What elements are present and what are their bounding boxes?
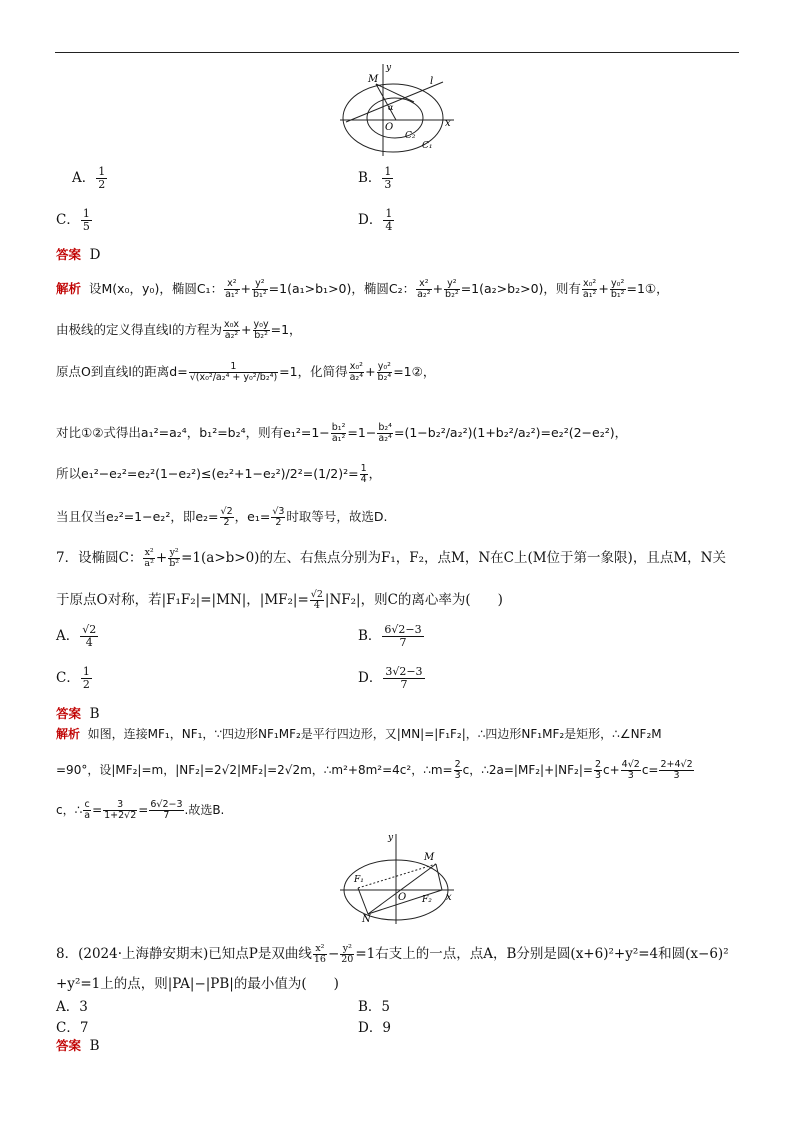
frac-den: a₂² — [224, 330, 239, 341]
frac-num: √2 — [220, 506, 233, 517]
q7-sol-line-3 — [56, 800, 224, 821]
frac-num: x² — [313, 944, 327, 955]
q6-option-d — [358, 208, 395, 233]
frac — [271, 507, 285, 528]
q7-option-a — [56, 624, 99, 649]
q7-option-c — [56, 666, 93, 691]
frac-den: 3 — [673, 770, 680, 781]
text: ²= — [297, 466, 314, 481]
frac-den: 2 — [223, 517, 230, 528]
q7-sol-line-2 — [56, 760, 695, 781]
frac-den: b² — [169, 558, 180, 569]
segment-f1n — [358, 888, 368, 914]
frac — [594, 760, 602, 781]
q6-sol-line-6 — [56, 507, 388, 528]
option-fraction — [80, 624, 98, 649]
frac — [189, 362, 278, 383]
frac-num: 4√2 — [621, 759, 640, 770]
frac-num: x₀² — [583, 278, 597, 289]
frac — [220, 507, 234, 528]
frac — [610, 279, 626, 300]
frac — [331, 423, 347, 444]
text: c，∴2a=|MF₂|+|NF₂|= — [462, 763, 593, 777]
q8-option-c — [56, 1016, 88, 1036]
label-f2: F₂ — [422, 895, 432, 905]
frac-den: 16 — [313, 954, 326, 965]
option-letter: A． — [56, 999, 80, 1015]
text: =1， — [270, 322, 302, 337]
frac-den: 2 — [275, 517, 282, 528]
frac-den: 4 — [85, 636, 93, 649]
segment-f1m — [358, 864, 436, 888]
frac-num: y² — [169, 547, 179, 558]
frac-num: y² — [340, 944, 354, 955]
frac-num: x₀² — [349, 361, 363, 372]
frac-den: 7 — [400, 678, 408, 691]
frac — [659, 760, 693, 781]
frac — [103, 800, 137, 821]
q6-sol-line-4 — [56, 423, 627, 444]
q6-sol-line-1: 解析 设M(x₀，y₀)，椭圆C₁： $\frac{\text{x²}}{\text{a₁²}}$ + $\frac{\text{y²}}{\text{b₁²}}$ =1(a₁>b₁>0)，椭圆C₂： $\frac{\text{x²}}{\text{a₂²}}$ + $\frac{\text{y²}}{\text{b₂²}}$ =1(a₂>b₂>0)，则有 $\frac{\text{x₀²}}{\text{a₁²}}$ + $\frac{\text{y₀²}}{\text{b₁²}}$ =1①， — [56, 278, 669, 300]
frac — [223, 320, 240, 341]
text: =1(a₂>b₂>0)，则有 — [460, 281, 581, 296]
option-letter: A． — [72, 170, 96, 186]
frac-num: 6√2−3 — [150, 799, 183, 810]
frac-num: 1 — [82, 665, 90, 678]
frac-num: 1 — [189, 362, 278, 373]
frac-num: 1 — [385, 207, 393, 220]
text: =90°，设|MF₂|=m，|NF₂|=2√2|MF₂|=2√2m，∴m²+8m²=4c²，∴m= — [56, 763, 453, 777]
label-l: l — [430, 76, 434, 87]
text: =1− — [347, 425, 377, 440]
segment-mf2 — [436, 864, 442, 890]
frac — [360, 464, 368, 485]
frac-num: 2+4√2 — [660, 759, 693, 770]
frac-den: 3 — [594, 770, 602, 781]
line-l — [346, 82, 443, 122]
frac — [224, 279, 239, 300]
frac-den: 5 — [82, 220, 90, 233]
frac — [349, 362, 364, 383]
frac-num: 1 — [360, 463, 367, 474]
frac — [252, 279, 268, 300]
text: 所以e₁²−e₂²=e₂²(1−e₂²)≤ — [56, 466, 212, 481]
text: 8．(2024·上海静安期末)已知点P是双曲线 — [56, 946, 312, 962]
q7-option-d — [358, 666, 426, 691]
q8-option-a — [56, 995, 88, 1015]
frac — [377, 362, 393, 383]
frac — [310, 590, 324, 611]
text: c+ — [603, 763, 620, 777]
segment-mn — [368, 864, 436, 914]
frac-den: 20 — [341, 954, 354, 965]
q8-stem-line-1: 8．(2024·上海静安期末)已知点P是双曲线 $\frac{\text{x²}}{16}$ − $\frac{\text{y²}}{20}$ =1右支上的一点，点A，B分别是圆(x+6)²+y²=4和圆(x−6)² — [56, 943, 729, 965]
text: 原点O到直线l的距离d= — [56, 364, 188, 379]
frac — [416, 279, 431, 300]
frac-num: y² — [252, 279, 268, 290]
option-fraction — [81, 666, 92, 691]
option-fraction — [81, 208, 92, 233]
frac-den: √(x₀²/a₂⁴ + y₀²/b₂⁴) — [189, 372, 278, 383]
text: 7．设椭圆C： — [56, 550, 143, 566]
frac-num: x² — [416, 279, 431, 290]
option-fraction — [96, 166, 107, 191]
text: =1(a₁>b₁>0)，椭圆C₂： — [268, 281, 416, 296]
frac-den: 2 — [82, 678, 90, 691]
option-fraction — [383, 666, 424, 691]
text: 当且仅当e₂²=1−e₂²，即e₂= — [56, 509, 219, 524]
q6-sol-line-5 — [56, 464, 381, 485]
frac-den: a² — [144, 558, 154, 569]
frac-den: 4 — [385, 220, 393, 233]
text: 设M(x₀，y₀)，椭圆C₁： — [88, 281, 224, 296]
option-letter: B． — [358, 999, 382, 1015]
frac-num: y₀² — [377, 361, 391, 372]
frac-den: a₂⁴ — [378, 433, 392, 444]
text: =1，化简得 — [279, 364, 348, 379]
frac-num: 3√2−3 — [385, 665, 423, 678]
label-c1: C₁ — [422, 141, 433, 151]
answer-label: 答案 — [56, 706, 82, 721]
frac-num: √3 — [272, 506, 285, 517]
text: 对比①②式得出a₁²=a₂⁴，b₁²=b₂⁴，则有e₁²=1− — [56, 425, 330, 440]
text: = — [138, 803, 149, 817]
text: |NF₂|，则C的离心率为( ) — [324, 592, 503, 608]
frac-num: 2 — [454, 759, 461, 770]
text: =1①， — [626, 281, 669, 296]
option-fraction — [382, 166, 393, 191]
frac — [143, 548, 154, 569]
frac-den: 3 — [384, 178, 392, 191]
q6-sol-line-2: 由极线的定义得直线l的方程为 $\frac{\text{x₀x}}{\text{a₂²}}$ + $\frac{\text{y₀y}}{\text{b₂²}}$ =1， — [56, 319, 302, 341]
frac-den: a₁² — [225, 289, 239, 300]
text: =e₂²(2−e₂²)， — [540, 425, 628, 440]
text: 由极线的定义得直线l的方程为 — [56, 322, 222, 337]
q7-answer — [56, 706, 100, 722]
label-alpha: α — [388, 103, 394, 112]
frac-num: √2 — [310, 589, 323, 600]
answer-label: 答案 — [56, 247, 82, 262]
text: 时取等号，故选D. — [286, 509, 388, 524]
frac — [582, 279, 597, 300]
option-fraction — [383, 208, 394, 233]
frac-num: b₁² — [331, 422, 346, 433]
frac-den: a — [84, 810, 91, 821]
text: +y²=1上的点，则|PA|−|PB|的最小值为( ) — [56, 976, 339, 992]
label-f1: F₁ — [354, 875, 364, 885]
q6-option-c — [56, 208, 93, 233]
option-value: 7 — [79, 1020, 89, 1036]
q8-option-d — [358, 1016, 391, 1036]
frac-den: 4 — [360, 474, 367, 485]
frac-num: 1 — [98, 165, 106, 178]
ellipse-figure-2 — [338, 828, 458, 926]
frac — [168, 548, 180, 569]
frac-num: √2 — [82, 623, 97, 636]
frac-den: b₂² — [445, 289, 459, 300]
text: (1/2) — [313, 466, 344, 481]
frac-num: 6√2−3 — [384, 623, 422, 636]
frac — [340, 944, 354, 965]
frac-num: y₀y — [253, 319, 269, 330]
text: 于原点O对称，若|F₁F₂|=|MN|，|MF₂|= — [56, 592, 309, 608]
option-letter: D． — [358, 1020, 383, 1036]
frac-den: 1+2√2 — [104, 810, 137, 821]
header-rule — [55, 52, 739, 53]
label-y: y — [388, 833, 394, 843]
text: =1②， — [393, 364, 436, 379]
text: ， — [368, 466, 382, 481]
text: ²= — [343, 466, 359, 481]
frac — [444, 279, 460, 300]
q8-stem-line-2 — [56, 976, 339, 992]
option-letter: B． — [358, 628, 382, 644]
label-m: M — [368, 74, 379, 85]
frac-den: a₂⁴ — [349, 372, 364, 383]
frac-den: 3 — [627, 770, 634, 781]
text: = — [92, 803, 103, 817]
frac-num: 3 — [103, 800, 137, 811]
frac — [454, 760, 462, 781]
frac-num: 2 — [594, 759, 602, 770]
label-o: O — [385, 122, 394, 133]
tangent-seg — [376, 84, 414, 102]
ellipse-figure-1 — [338, 60, 458, 158]
frac-den: a₂² — [417, 289, 431, 300]
frac-den: b₁² — [610, 289, 625, 300]
frac — [377, 423, 393, 444]
label-y: y — [386, 63, 392, 73]
frac-den: b₂⁴ — [377, 372, 392, 383]
option-value: 3 — [79, 999, 88, 1015]
label-c2: C₂ — [405, 131, 416, 141]
q6-answer — [56, 247, 100, 263]
option-fraction — [382, 624, 423, 649]
q6-option-b — [358, 166, 394, 191]
q8-option-b — [358, 995, 390, 1015]
analysis-label: 解析 — [56, 727, 81, 741]
label-x: x — [445, 118, 451, 129]
frac-num: x² — [224, 279, 239, 290]
frac — [83, 800, 91, 821]
frac-num: y² — [444, 279, 460, 290]
text: c，∴ — [56, 803, 83, 817]
option-value: 9 — [382, 1020, 391, 1036]
frac-den: b₂² — [254, 330, 268, 341]
text: c= — [641, 763, 659, 777]
frac-den: 2 — [98, 178, 106, 191]
frac — [149, 800, 183, 821]
answer-label: 答案 — [56, 1038, 82, 1053]
frac-den: b₁² — [253, 289, 267, 300]
frac-num: 1 — [384, 165, 392, 178]
q7-stem-line-1: 7．设椭圆C： $\frac{\text{x²}}{\text{a²}}$ + $\frac{\text{y²}}{\text{b²}}$ =1(a>b>0)的左、右焦点分别为F₁，F₂，点M，N在C上(M位于第一象限)，且点M，N关 — [56, 547, 726, 569]
frac-num: y₀² — [611, 278, 625, 289]
frac-den: 4 — [313, 600, 320, 611]
text: = — [393, 425, 405, 440]
frac-den: 7 — [163, 810, 170, 821]
frac-den: 3 — [454, 770, 461, 781]
text: .故选B. — [184, 803, 225, 817]
q7-option-b — [358, 624, 425, 649]
frac-num: c — [84, 799, 90, 810]
frac — [313, 944, 327, 965]
option-letter: C． — [56, 670, 80, 686]
label-x: x — [446, 892, 452, 903]
q7-sol-line-1 — [56, 726, 662, 742]
frac-num: b₂⁴ — [378, 422, 392, 433]
q6-option-a — [72, 166, 108, 191]
frac — [621, 760, 641, 781]
label-o: O — [398, 892, 407, 903]
frac-den: a₁² — [331, 433, 346, 444]
frac — [253, 320, 270, 341]
option-letter: D． — [358, 670, 383, 686]
option-letter: D． — [358, 212, 383, 228]
answer-value: D — [89, 247, 101, 263]
q7-stem-line-2 — [56, 590, 503, 611]
frac-num: 1 — [82, 207, 90, 220]
answer-value: B — [89, 1038, 100, 1054]
label-n: N — [362, 914, 371, 925]
q6-sol-line-3: 原点O到直线l的距离d= $\frac{1}{\text{√(x₀²/a₂⁴ + y₀²/b₂⁴)}}$ =1，化简得 $\frac{\text{x₀²}}{\text{a₂⁴}}$ + $\frac{\text{y₀²}}{\text{b₂⁴}}$ =1②， — [56, 361, 436, 383]
text: ，e₁= — [234, 509, 271, 524]
frac-den: a₁² — [582, 289, 597, 300]
frac-num: x² — [144, 547, 154, 558]
text: (1−b₂²/a₂²)(1+b₂²/a₂²) — [404, 425, 541, 440]
answer-value: B — [89, 706, 100, 722]
analysis-label: 解析 — [56, 281, 82, 296]
q8-answer — [56, 1038, 100, 1054]
text: 如图，连接MF₁，NF₁，∵四边形NF₁MF₂是平行四边形，又|MN|=|F₁F₂|，∴四边形NF₁MF₂是矩形，∴∠NF₂M — [87, 727, 662, 741]
text: (e₂²+1−e₂²)/2 — [211, 466, 298, 481]
label-m: M — [424, 852, 435, 863]
frac-num: x₀x — [223, 319, 240, 330]
option-letter: C． — [56, 212, 80, 228]
option-letter: C． — [56, 1020, 80, 1036]
frac-den: 7 — [399, 636, 407, 649]
text: =1(a>b>0)的左、右焦点分别为F₁，F₂，点M，N在C上(M位于第一象限)，且点M，N关 — [181, 550, 726, 566]
option-letter: B． — [358, 170, 382, 186]
text: =1右支上的一点，点A，B分别是圆(x+6)²+y²=4和圆(x−6)² — [355, 946, 729, 962]
option-letter: A． — [56, 628, 80, 644]
option-value: 5 — [381, 999, 391, 1015]
